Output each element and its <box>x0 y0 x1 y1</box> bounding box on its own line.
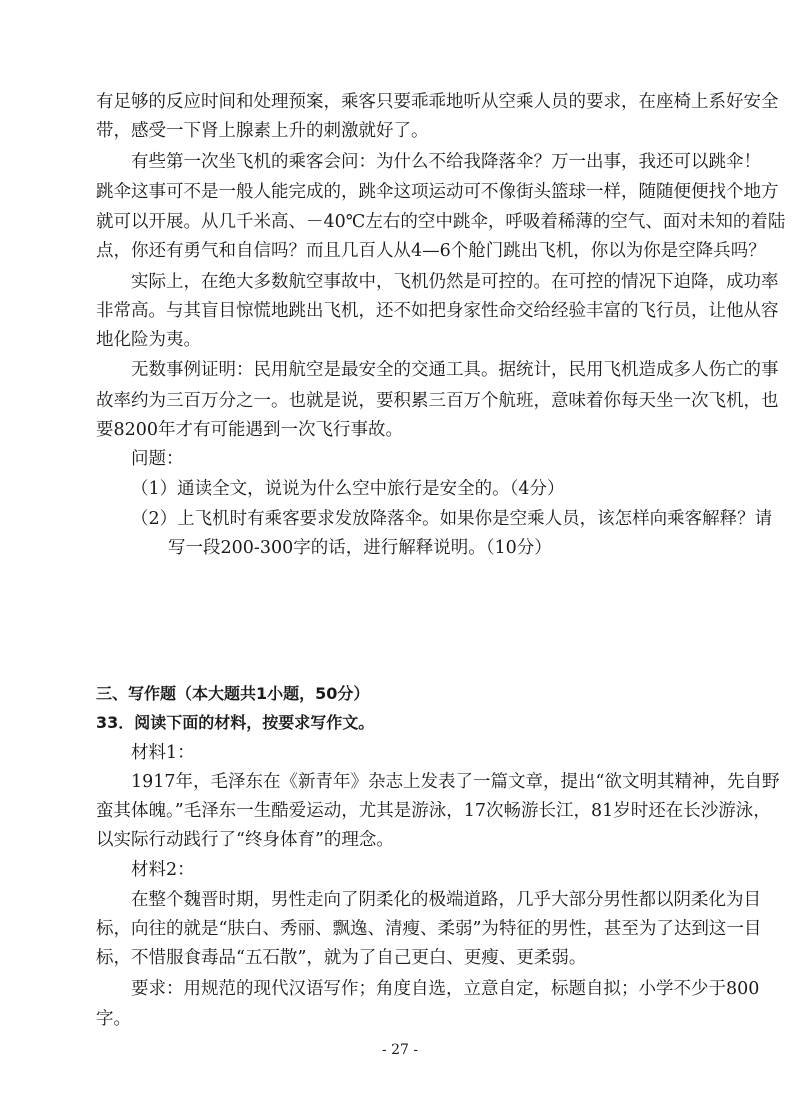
section-title: 三、写作题（本大题共1小题，50分） <box>96 684 370 703</box>
article-line: 就可以开展。从几千米高、－40℃左右的空中跳伞，呼吸着稀薄的空气、面对未知的着陆 <box>96 212 786 232</box>
article-line: 非常高。与其盲目惊慌地跳出飞机，还不如把身家性命交给经验丰富的飞行员，让他从容 <box>96 301 779 321</box>
question-1: （1）通读全文，说说为什么空中旅行是安全的。（4分） <box>131 479 565 499</box>
article-line: 点，你还有勇气和自信吗？而且几百人从4—6个舱门跳出飞机，你以为你是空降兵吗？ <box>96 241 766 261</box>
article-line: 地化险为夷。 <box>96 330 201 350</box>
article-line: 跳伞这事可不是一般人能完成的，跳伞这项运动可不像街头篮球一样，随随便便找个地方 <box>96 182 779 202</box>
article-line: 实际上，在绝大多数航空事故中，飞机仍然是可控的。在可控的情况下迫降，成功率 <box>131 272 779 292</box>
requirement-line-2: 字。 <box>96 1009 131 1029</box>
article-line: 带，感受一下肾上腺素上升的刺激就好了。 <box>96 121 429 141</box>
material-1-line: 1917年，毛泽东在《新青年》杂志上发表了一篇文章，提出“欲文明其精神，先自野 <box>131 772 780 792</box>
article-line: 故率约为三百万分之一。也就是说，要积累三百万个航班，意味着你每天坐一次飞机，也 <box>96 391 779 411</box>
question-33: 33．阅读下面的材料，按要求写作文。 <box>96 713 375 732</box>
article-line: 有足够的反应时间和处理预案，乘客只要乖乖地听从空乘人员的要求，在座椅上系好安全 <box>96 92 779 112</box>
material-2-label: 材料2： <box>131 860 195 880</box>
questions-heading: 问题： <box>131 449 184 469</box>
material-2-line: 标，不惜服食毒品“五石散”，就为了自己更白、更瘦、更柔弱。 <box>96 948 587 968</box>
page-number: - 27 - <box>381 1042 419 1058</box>
material-1-label: 材料1： <box>131 743 195 763</box>
requirement-line-1: 要求：用规范的现代汉语写作；角度自选，立意自定，标题自拟；小学不少于800 <box>131 979 760 999</box>
material-2-line: 在整个魏晋时期，男性走向了阴柔化的极端道路，几乎大部分男性都以阴柔化为目 <box>131 890 761 910</box>
question-2-line-2: 写一段200-300字的话，进行解释说明。（10分） <box>168 538 552 558</box>
material-2-line: 标，向往的就是“肤白、秀丽、飘逸、清瘦、柔弱”为特征的男性，甚至为了达到这一目 <box>96 919 762 939</box>
article-line: 无数事例证明：民用航空是最安全的交通工具。据统计，民用飞机造成多人伤亡的事 <box>131 360 779 380</box>
article-line: 要8200年才有可能遇到一次飞行事故。 <box>96 420 404 440</box>
material-1-line: 以实际行动践行了“终身体育”的理念。 <box>96 830 394 850</box>
material-1-line: 蛮其体魄。”毛泽东一生酷爱运动，尤其是游泳，17次畅游长江，81岁时还在长沙游泳， <box>96 801 771 821</box>
question-2-line-1: （2）上飞机时有乘客要求发放降落伞。如果你是空乘人员，该怎样向乘客解释？请 <box>131 509 773 529</box>
article-line: 有些第一次坐飞机的乘客会问：为什么不给我降落伞？万一出事，我还可以跳伞！ <box>131 152 761 172</box>
